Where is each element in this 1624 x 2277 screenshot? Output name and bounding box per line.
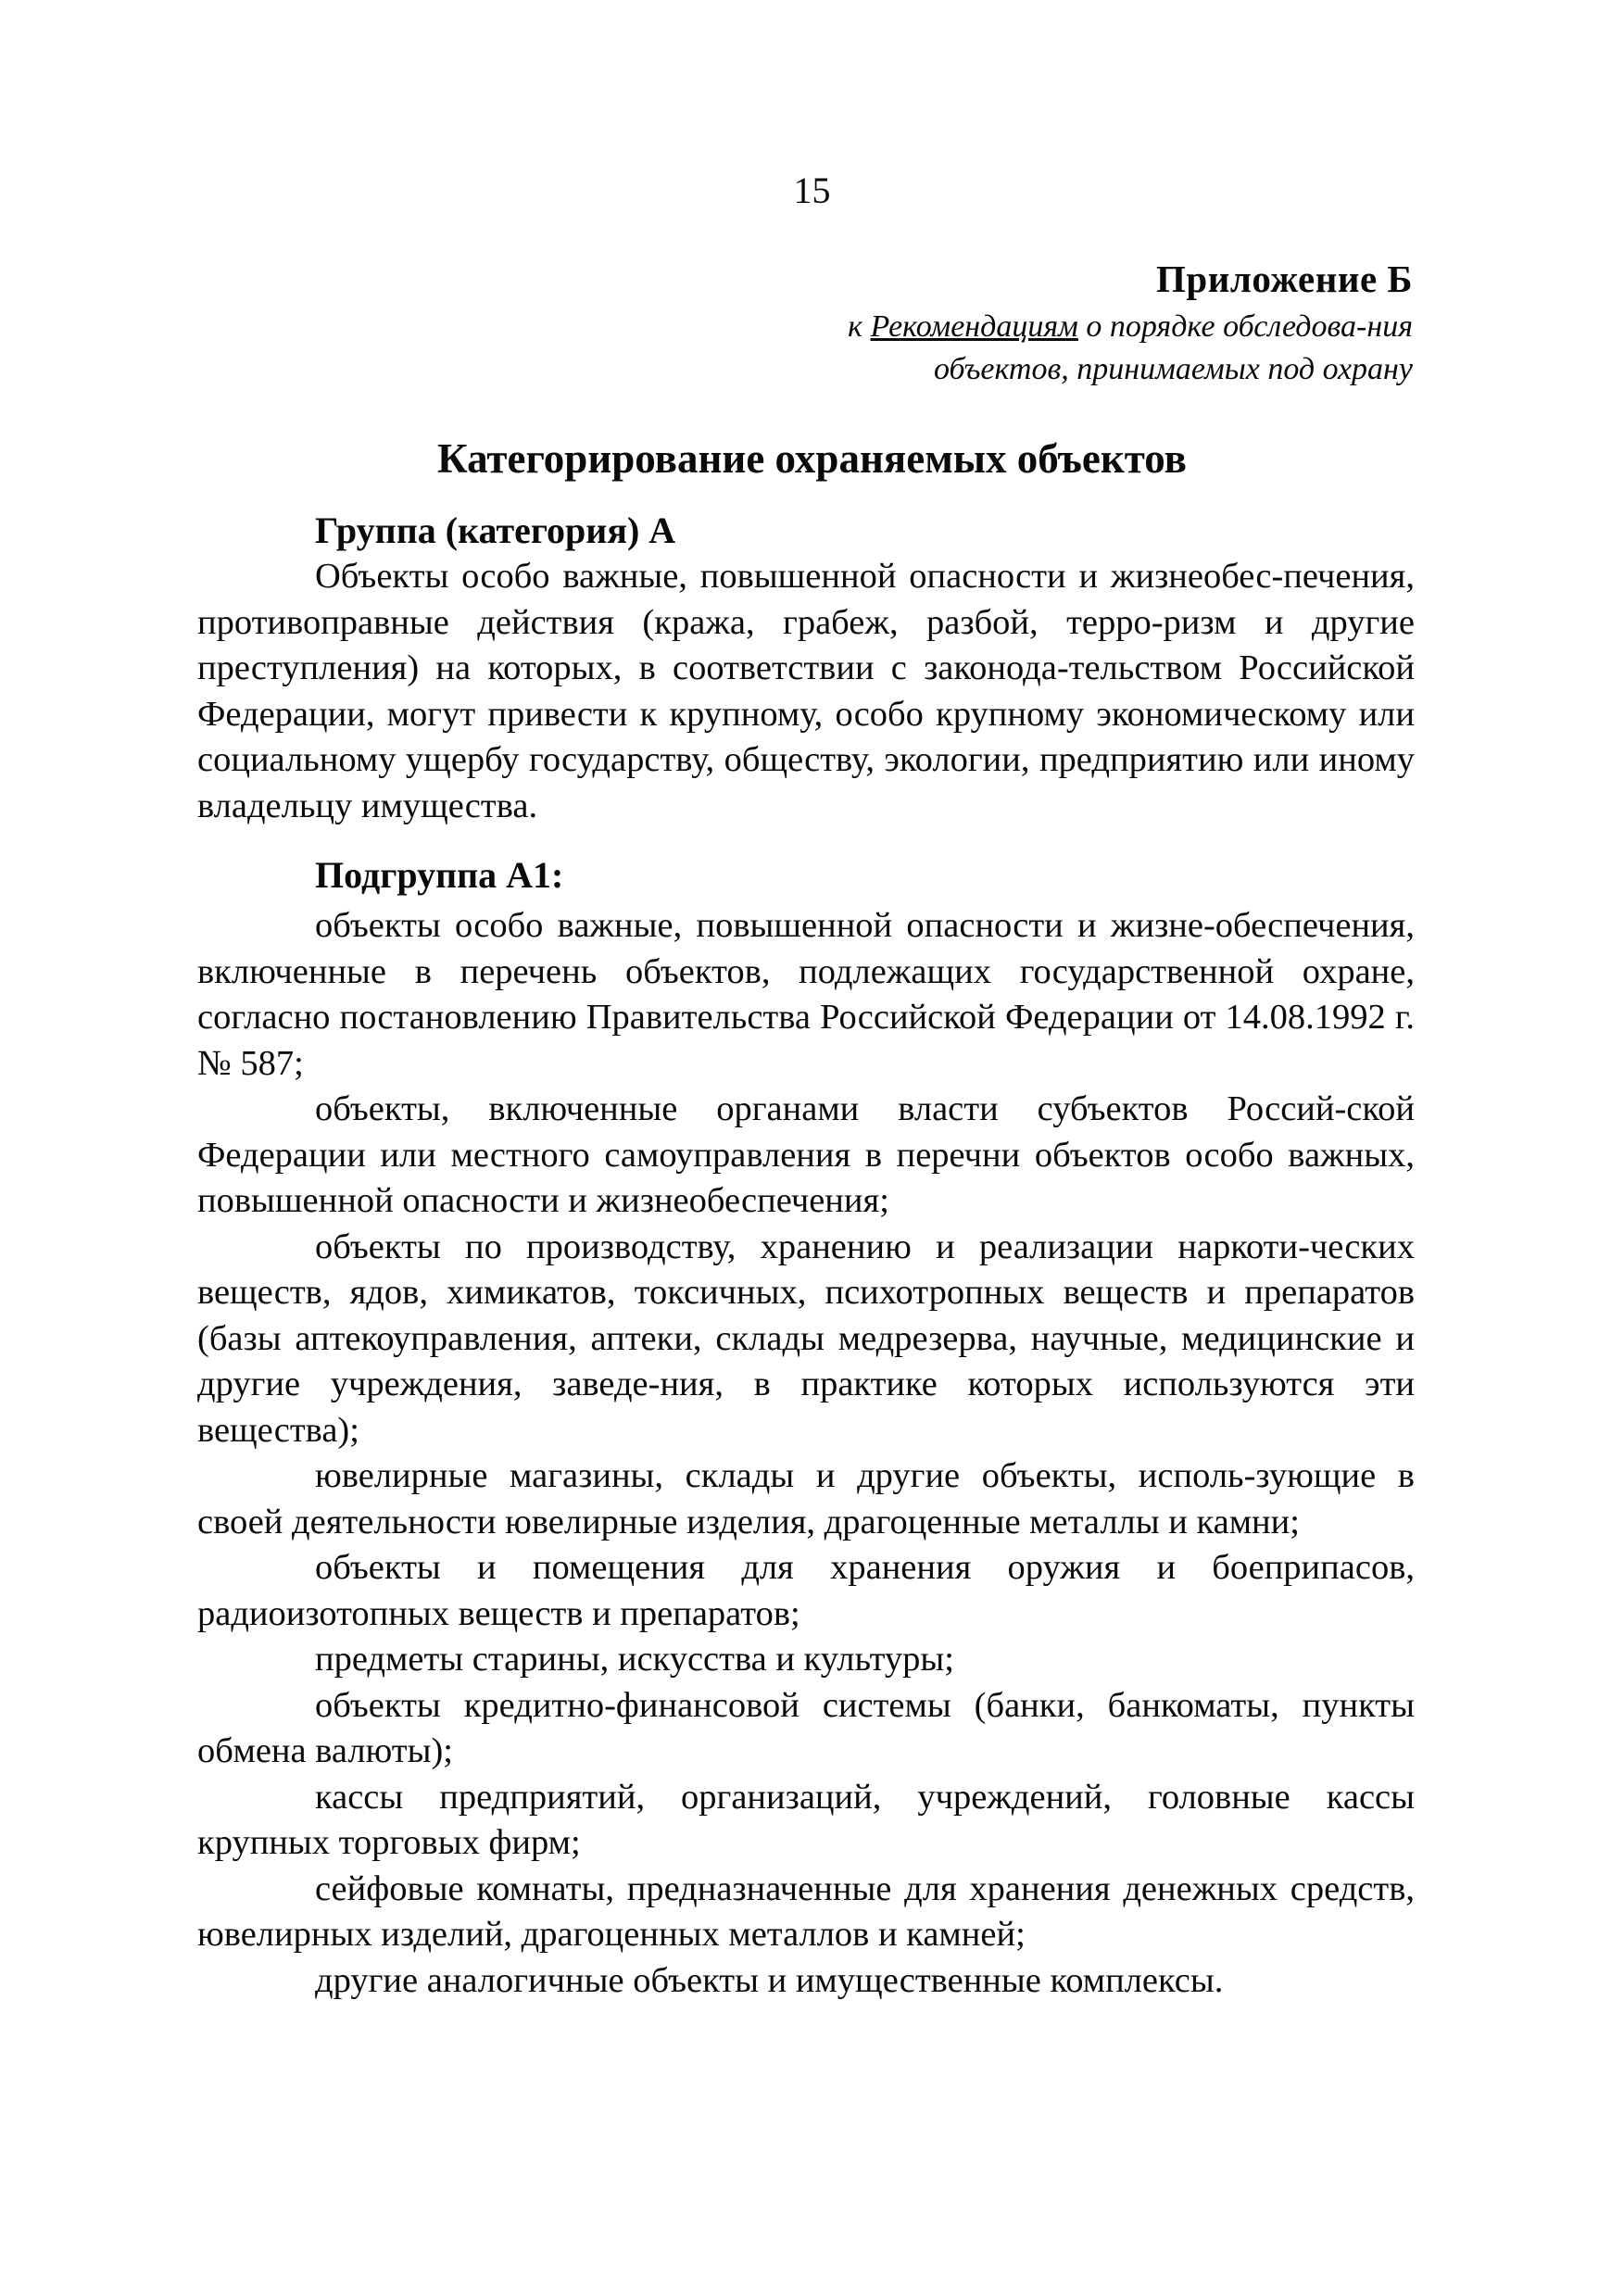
appendix-prefix: к: [848, 309, 871, 344]
list-item: объекты особо важные, повышенной опасности и жизне-обеспечения, включенные в перечень объектов, подлежащих государственной охране, согласно постановлению Правительства Российской Федерации от 14.08.1992 г. № 587;: [197, 906, 1415, 1083]
list-item: объекты, включенные органами власти субъектов Россий-ской Федерации или местного самоуправления в перечни объектов особо важных, повышенной опасности и жизнеобеспечения;: [197, 1089, 1415, 1220]
list-item: ювелирные магазины, склады и другие объекты, исполь-зующие в своей деятельности ювелирные изделия, драгоценные металлы и камни;: [197, 1456, 1415, 1541]
appendix-suffix: о порядке обследова-ния объектов, принимаемых под охрану: [933, 309, 1413, 386]
document-title: Категорирование охраняемых объектов: [437, 435, 1187, 482]
list-item: предметы старины, искусства и культуры;: [315, 1640, 954, 1679]
page-number: 15: [793, 170, 831, 211]
subgroup-a1-list: [197, 903, 1415, 2004]
group-a-heading: Группа (категория) А: [315, 509, 676, 551]
list-item: объекты кредитно-финансовой системы (банки, банкоматы, пункты обмена валюты);: [197, 1685, 1415, 1770]
list-item: кассы предприятий, организаций, учреждений, головные кассы крупных торговых фирм;: [197, 1777, 1415, 1862]
list-item: объекты по производству, хранению и реализации наркоти-ческих веществ, ядов, химикатов, токсичных, психотропных веществ и препаратов (базы аптекоуправления, аптеки, склады медрезерва, научные, медицинские и другие учреждения, заведе-ния, в практике которых используются эти вещества);: [197, 1227, 1415, 1450]
list-item: сейфовые комнаты, предназначенные для хранения денежных средств, ювелирных изделий, драгоценных металлов и камней;: [197, 1868, 1415, 1954]
appendix-reference: [727, 306, 1413, 391]
group-a-description: [197, 554, 1415, 829]
group-a-text: Объекты особо важные, повышенной опасности и жизнеобес-печения, противоправные действия (кража, грабеж, разбой, терро-ризм и другие преступления) на которых, в соответствии с законода-тельством Российской Федерации, могут привести к крупному, особо крупному экономическому или социальному ущербу государству, обществу, экологии, предприятию или иному владельцу имущества.: [197, 557, 1415, 825]
list-item: объекты и помещения для хранения оружия и боеприпасов, радиоизотопных веществ и препаратов;: [197, 1548, 1415, 1633]
appendix-block: [727, 256, 1413, 391]
subgroup-a1-heading: Подгруппа А1:: [315, 854, 564, 896]
recommendations-link[interactable]: Рекомендациям: [870, 309, 1078, 344]
list-item: другие аналогичные объекты и имущественные комплексы.: [315, 1960, 1224, 2000]
appendix-title: Приложение Б: [1156, 258, 1413, 300]
